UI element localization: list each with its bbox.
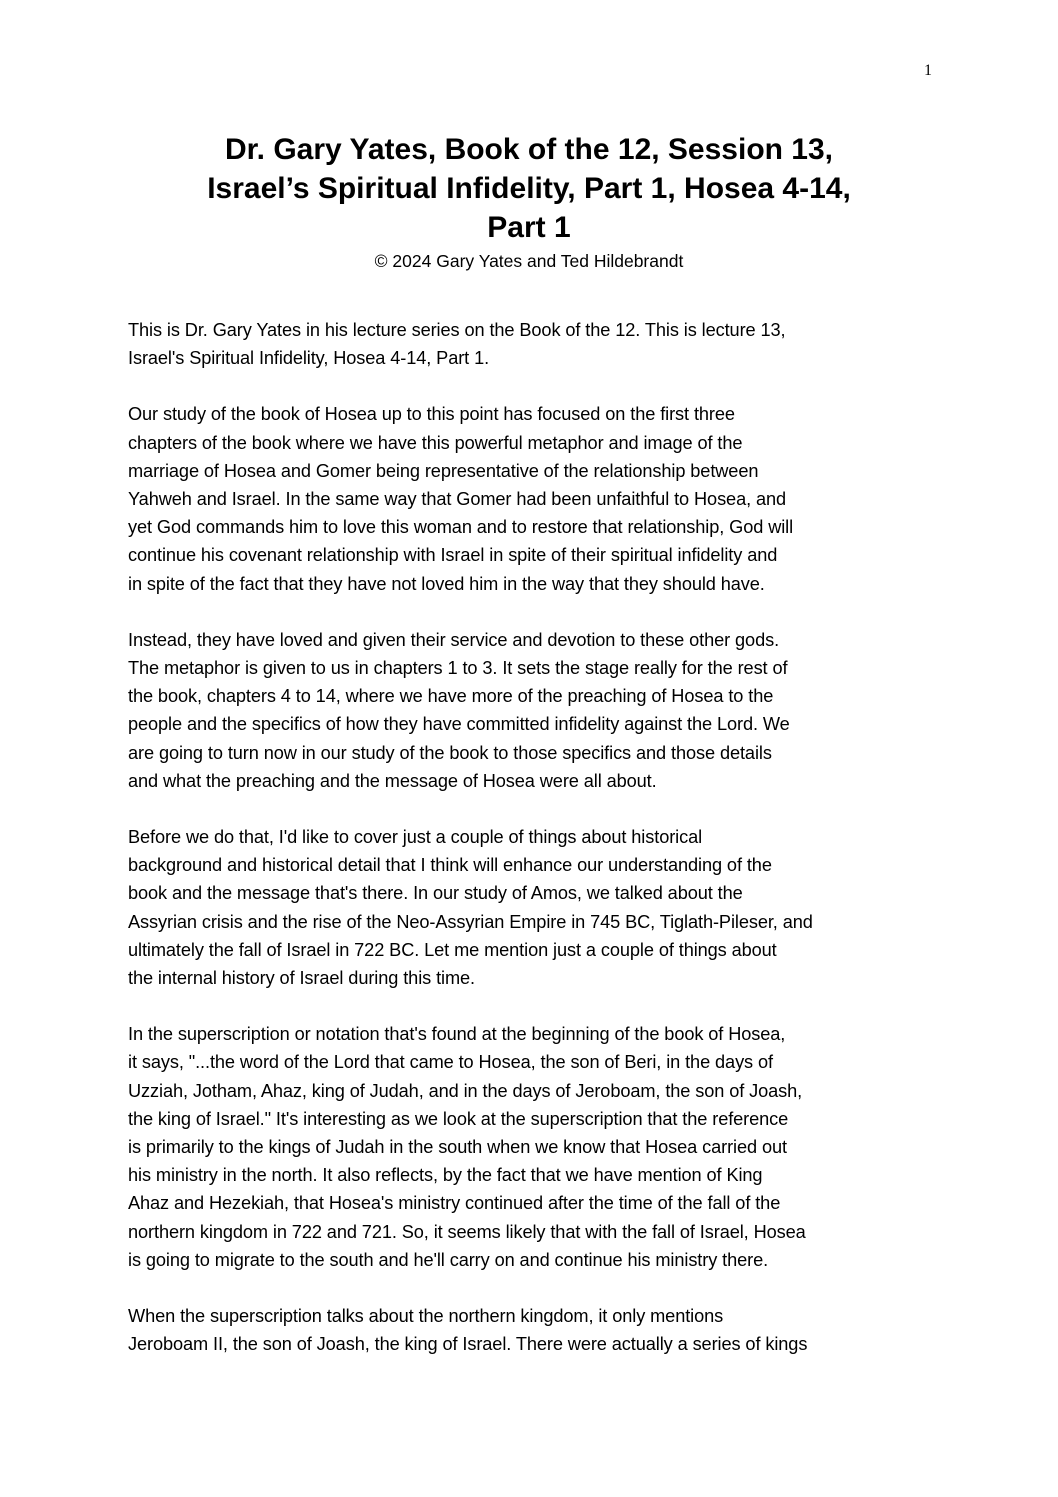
text-line: In the superscription or notation that's found at the beginning of the book of Hosea, <box>128 1024 786 1045</box>
text-line: book and the message that's there. In our study of Amos, we talked about the <box>128 883 743 904</box>
text-line: Jeroboam II, the son of Joash, the king of Israel. There were actually a series of kings <box>128 1334 808 1355</box>
paragraph-study-overview <box>128 400 948 597</box>
text-line: Instead, they have loved and given their service and devotion to these other gods. <box>128 629 780 650</box>
text-line: and what the preaching and the message of Hosea were all about. <box>128 770 657 791</box>
title-line: Dr. Gary Yates, Book of the 12, Session 13, <box>224 133 834 166</box>
paragraph-northern-kingdom <box>128 1302 948 1358</box>
copyright-notice: © 2024 Gary Yates and Ted Hildebrandt <box>374 251 684 271</box>
text-line: Uzziah, Jotham, Ahaz, king of Judah, and in the days of Jeroboam, the son of Joash, <box>128 1080 803 1101</box>
text-line: ultimately the fall of Israel in 722 BC. Let me mention just a couple of things about <box>128 939 777 960</box>
text-line: are going to turn now in our study of the book to those specifics and those details <box>128 742 772 763</box>
paragraph-historical-background <box>128 823 948 992</box>
text-line: the book, chapters 4 to 14, where we have more of the preaching of Hosea to the <box>128 686 774 707</box>
text-line: Yahweh and Israel. In the same way that Gomer had been unfaithful to Hosea, and <box>128 489 787 510</box>
text-line: yet God commands him to love this woman and to restore that relationship, God will <box>128 517 794 538</box>
text-line: The metaphor is given to us in chapters 1 to 3. It sets the stage really for the rest of <box>128 658 788 679</box>
text-line: people and the specifics of how they have committed infidelity against the Lord. We <box>128 714 790 735</box>
text-line: the internal history of Israel during this time. <box>128 968 475 989</box>
text-line: continue his covenant relationship with Israel in spite of their spiritual infidelity and <box>128 545 778 566</box>
text-line: When the superscription talks about the northern kingdom, it only mentions <box>128 1306 724 1327</box>
title-line: Part 1 <box>487 211 571 244</box>
text-line: background and historical detail that I think will enhance our understanding of the <box>128 855 772 876</box>
paragraph-superscription <box>128 1020 948 1274</box>
text-line: his ministry in the north. It also reflects, by the fact that we have mention of King <box>128 1165 763 1186</box>
title-line: Israel’s Spiritual Infidelity, Part 1, Hosea 4-14, <box>207 172 851 205</box>
text-line: Before we do that, I'd like to cover just a couple of things about historical <box>128 827 703 848</box>
text-line: northern kingdom in 722 and 721. So, it seems likely that with the fall of Israel, Hosea <box>128 1221 806 1242</box>
text-line: the king of Israel." It's interesting as we look at the superscription that the reference <box>128 1108 789 1129</box>
text-line: in spite of the fact that they have not loved him in the way that they should have. <box>128 573 765 594</box>
text-line: Our study of the book of Hosea up to this point has focused on the first three <box>128 404 735 425</box>
text-line: Ahaz and Hezekiah, that Hosea's ministry continued after the time of the fall of the <box>128 1193 781 1214</box>
text-line: Israel's Spiritual Infidelity, Hosea 4-14, Part 1. <box>128 348 490 369</box>
text-line: Assyrian crisis and the rise of the Neo-Assyrian Empire in 745 BC, Tiglath-Pileser, and <box>128 911 813 932</box>
text-line: This is Dr. Gary Yates in his lecture series on the Book of the 12. This is lecture 13, <box>128 320 786 340</box>
text-line: chapters of the book where we have this powerful metaphor and image of the <box>128 432 743 453</box>
title-block <box>100 130 958 273</box>
text-line: is primarily to the kings of Judah in the south when we know that Hosea carried out <box>128 1137 787 1158</box>
text-line: it says, "...the word of the Lord that came to Hosea, the son of Beri, in the days of <box>128 1052 773 1073</box>
paragraph-other-gods <box>128 626 948 795</box>
page-title <box>100 130 958 247</box>
text-line: is going to migrate to the south and he'll carry on and continue his ministry there. <box>128 1249 769 1270</box>
paragraph-intro <box>128 316 948 372</box>
text-line: marriage of Hosea and Gomer being representative of the relationship between <box>128 460 759 481</box>
document-body <box>128 316 948 1387</box>
page-number: 1 <box>924 62 932 79</box>
